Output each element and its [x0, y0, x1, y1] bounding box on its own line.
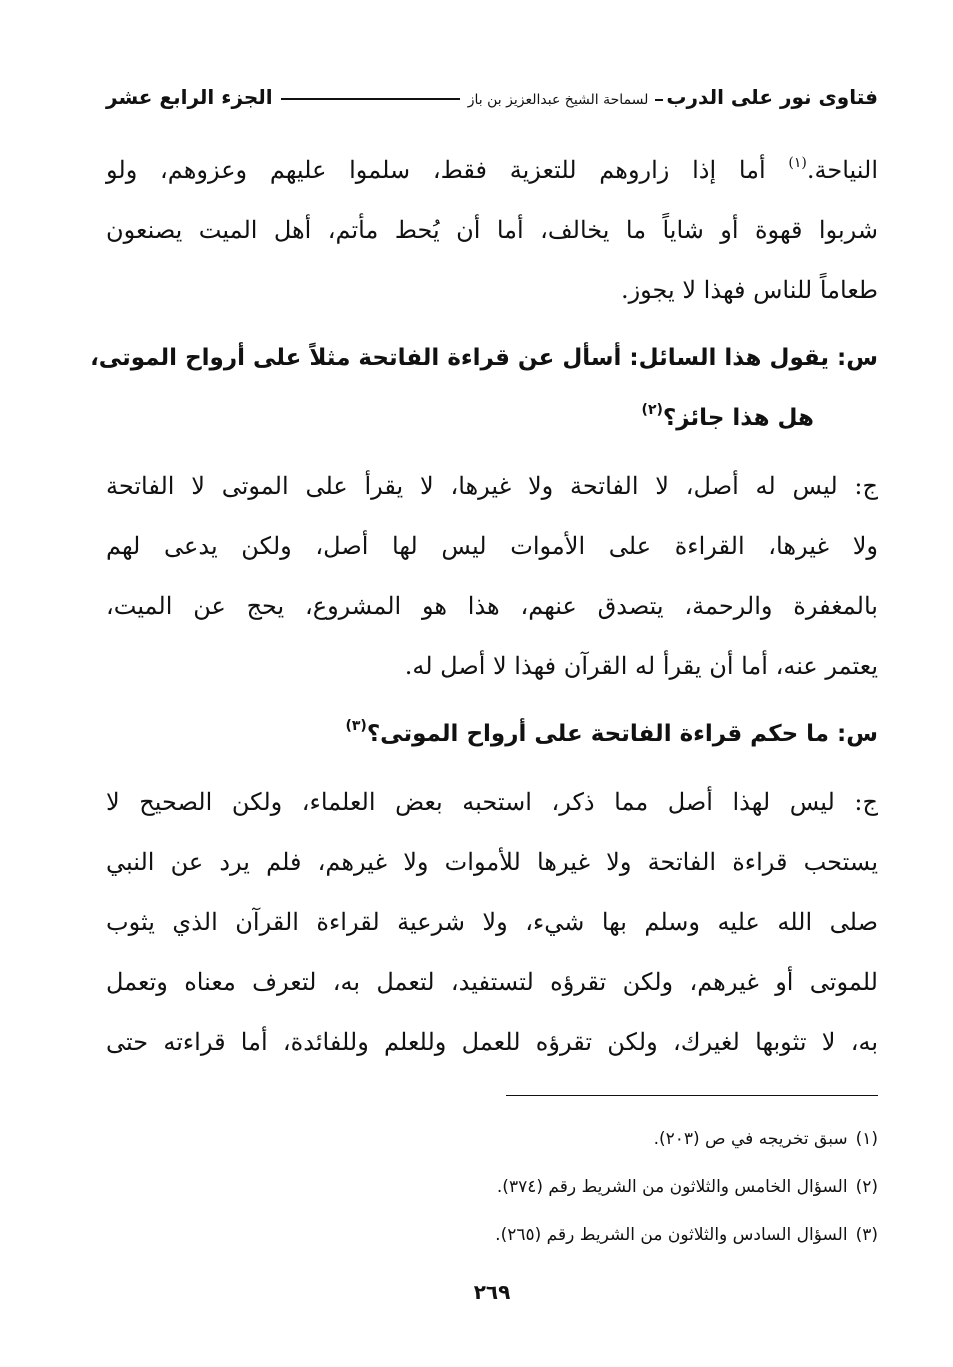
- answer-line: يعتمر عنه، أما أن يقرأ له القرآن فهذا لا أصل له.: [404, 652, 878, 680]
- volume-part: الجزء الرابع عشر: [106, 85, 273, 109]
- book-title: فتاوى نور على الدرب: [666, 85, 878, 109]
- footnote: [106, 1220, 878, 1250]
- answer-line: ولا غيرها، القراءة على الأموات ليس لها أصل، ولكن يدعى لهم: [106, 532, 878, 560]
- footnote-number: (٢): [855, 1177, 878, 1197]
- question-line: س: يقول هذا السائل: أسأل عن قراءة الفاتحة مثلاً على أرواح الموتى،: [90, 345, 878, 371]
- question-line: [106, 398, 878, 438]
- answer-line: يستحب قراءة الفاتحة ولا غيرها للأموات ولا غيرهم، فلم يرد عن النبي: [106, 848, 878, 876]
- answer-line: به، لا تثوبها لغيرك، ولكن تقرؤه للعمل وللعلم وللفائدة، أما قراءته حتى: [106, 1028, 878, 1056]
- answer-line: بالمغفرة والرحمة، يتصدق عنهم، هذا هو المشروع، يحج عن الميت،: [106, 592, 878, 620]
- header-rule: [281, 98, 460, 100]
- answer-line: للموتى أو غيرهم، ولكن تقرؤه لتستفيد، لتعمل به، لتعرف معناه وتعمل: [106, 968, 878, 996]
- footnote-text: السؤال السادس والثلاثون من الشريط رقم (٢٦٥).: [495, 1225, 848, 1245]
- answer-line: ج: ليس لهذا أصل مما ذكر، استحبه بعض العلماء، ولكن الصحيح لا: [106, 788, 878, 816]
- paragraph-line: شربوا قهوة أو شاياً ما يخالف، أما أن يُحط مأتم، أهل الميت يصنعون: [106, 216, 878, 244]
- title-dash: [655, 99, 663, 101]
- footnote: [106, 1124, 878, 1154]
- footnote-marker: (٣): [345, 718, 367, 735]
- footnote-text: سبق تخريجه في ص (٢٠٣).: [653, 1129, 848, 1149]
- question-line: [106, 714, 878, 754]
- answer-line: ج: ليس له أصل، لا الفاتحة ولا غيرها، لا يقرأ على الموتى لا الفاتحة: [106, 472, 878, 500]
- footnote-marker: (١): [788, 155, 807, 171]
- footnote-separator: [506, 1095, 878, 1096]
- footnote-number: (٣): [855, 1225, 878, 1245]
- header-left-group: [468, 85, 878, 109]
- answer-line: صلى الله عليه وسلم بها شيء، ولا شرعية لقراءة القرآن الذي يثوب: [106, 908, 878, 936]
- footnote-number: (١): [855, 1129, 878, 1149]
- text-span: س: ما حكم قراءة الفاتحة على أرواح الموتى؟: [366, 721, 878, 747]
- page-number: ٢٦٩: [473, 1280, 511, 1304]
- text-span: هل هذا جائز؟: [662, 405, 814, 431]
- book-page: [90, 0, 878, 1367]
- paragraph-line: طعاماً للناس فهذا لا يجوز.: [620, 276, 878, 304]
- text-span: أما إذا زاروهم للتعزية فقط، سلموا عليهم وعزوهم، ولو: [106, 156, 789, 184]
- footnote: [106, 1172, 878, 1202]
- paragraph-line: [106, 150, 878, 190]
- running-header: [106, 82, 878, 112]
- text-span: النياحة.: [806, 156, 878, 184]
- footnote-marker: (٢): [641, 402, 663, 419]
- footnote-text: السؤال الخامس والثلاثون من الشريط رقم (٣٧٤).: [496, 1177, 848, 1197]
- author-name: لسماحة الشيخ عبدالعزيز بن باز: [467, 92, 649, 108]
